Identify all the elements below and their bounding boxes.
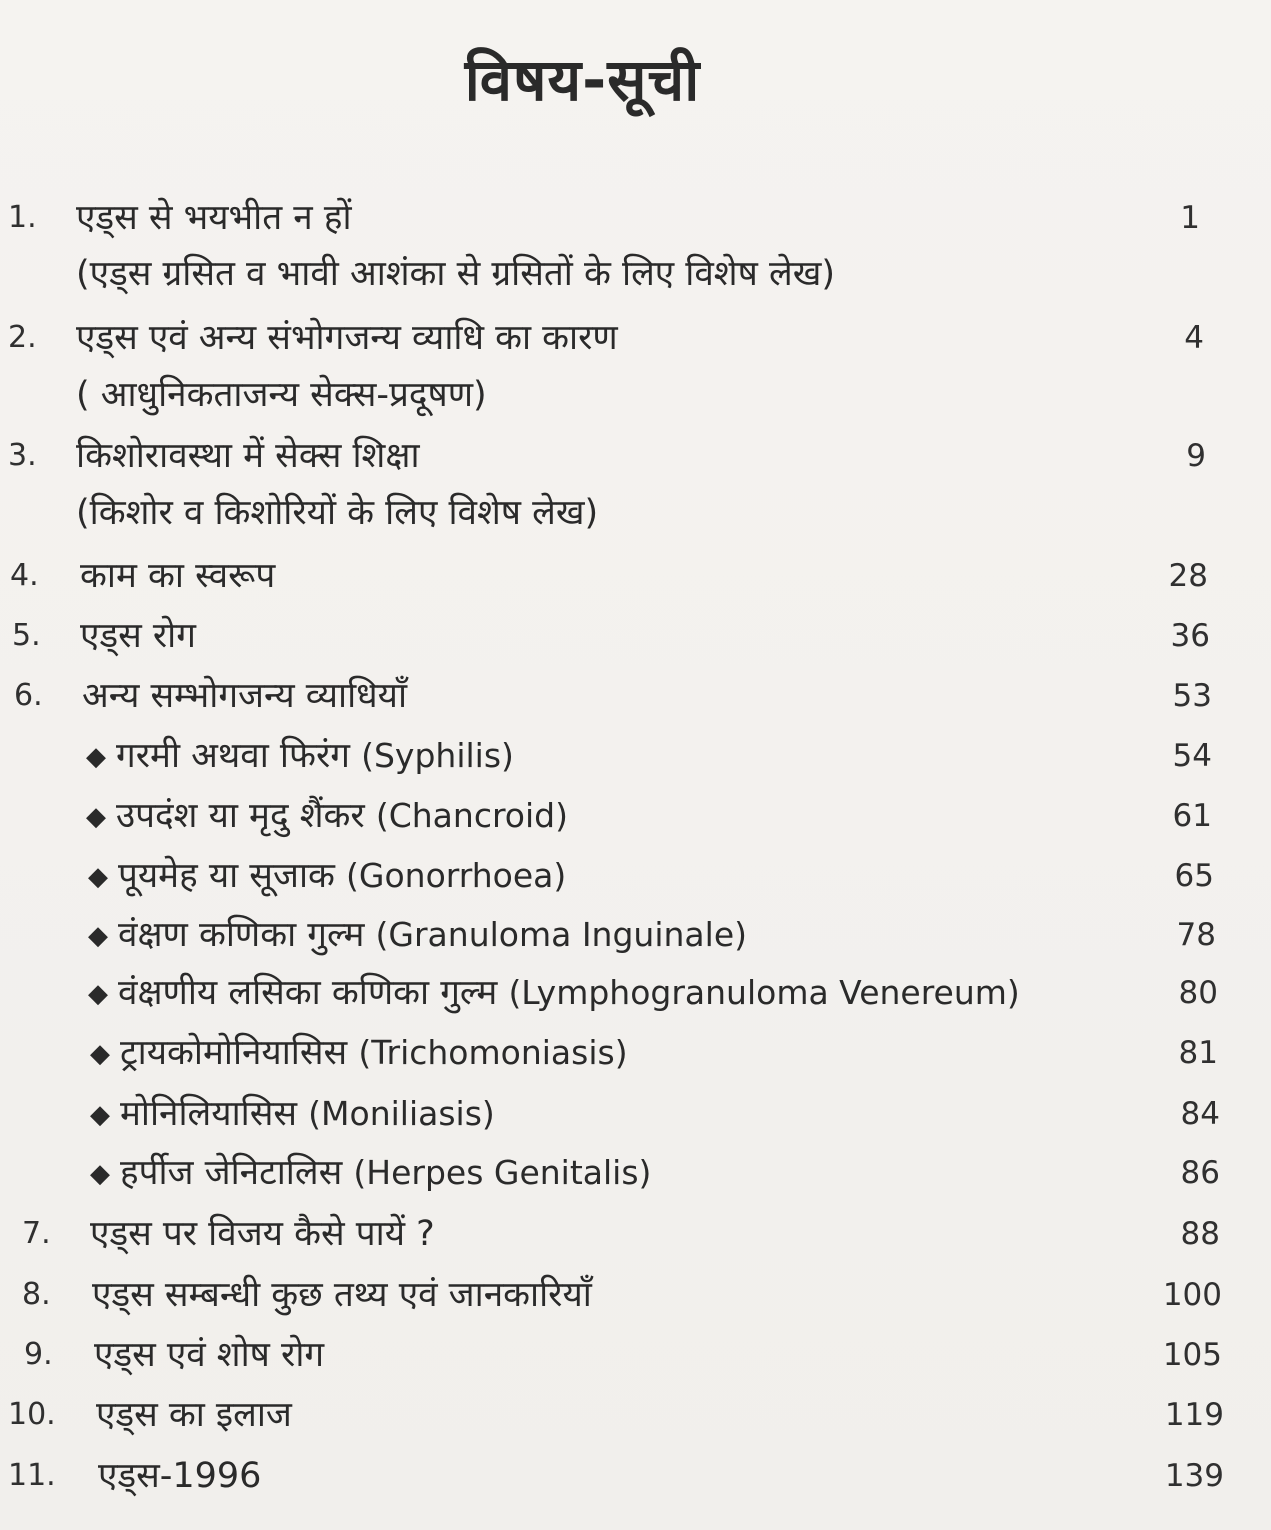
entry-title: एड्स से भयभीत न हों bbox=[76, 198, 352, 238]
subentry-english: (Granuloma Inguinale) bbox=[375, 915, 747, 954]
entry-title: एड्स सम्बन्धी कुछ तथ्य एवं जानकारियाँ bbox=[92, 1275, 592, 1315]
toc-subentry-granuloma-inguinale[interactable] bbox=[0, 907, 1271, 963]
entry-page: 100 bbox=[1162, 1277, 1222, 1313]
entry-title: एड्स पर विजय कैसे पायें ? bbox=[90, 1214, 435, 1254]
subentry-english: (Moniliasis) bbox=[308, 1094, 495, 1133]
entry-page: 86 bbox=[1180, 1155, 1220, 1191]
subentry-english: (Chancroid) bbox=[375, 796, 568, 835]
toc-entry-5[interactable] bbox=[0, 608, 1271, 664]
toc-subentry-lymphogranuloma-venereum[interactable] bbox=[0, 965, 1271, 1021]
entry-page: 36 bbox=[1170, 618, 1210, 654]
entry-page: 65 bbox=[1174, 858, 1214, 894]
entry-page: 54 bbox=[1172, 738, 1212, 774]
entry-page: 28 bbox=[1168, 558, 1208, 594]
diamond-bullet-icon: ◆ bbox=[86, 802, 106, 832]
entry-number: 11. bbox=[8, 1458, 56, 1493]
subentry-english: (Syphilis) bbox=[361, 736, 514, 775]
subentry-english: (Lymphogranuloma Venereum) bbox=[508, 973, 1020, 1012]
entry-number: 8. bbox=[22, 1277, 51, 1312]
subentry-english: (Herpes Genitalis) bbox=[353, 1153, 652, 1192]
toc-subentry-herpes-genitalis[interactable] bbox=[0, 1145, 1271, 1201]
entry-title: किशोरावस्था में सेक्स शिक्षा bbox=[76, 436, 420, 476]
entry-page: 4 bbox=[1184, 320, 1204, 356]
toc-subentry-trichomoniasis[interactable] bbox=[0, 1025, 1271, 1081]
entry-page: 88 bbox=[1180, 1216, 1220, 1252]
entry-page: 61 bbox=[1172, 798, 1212, 834]
toc-entry-11[interactable] bbox=[0, 1448, 1271, 1504]
entry-number: 10. bbox=[8, 1397, 56, 1432]
diamond-bullet-icon: ◆ bbox=[90, 1159, 110, 1189]
toc-entry-9[interactable] bbox=[0, 1327, 1271, 1383]
diamond-bullet-icon: ◆ bbox=[88, 979, 108, 1009]
entry-page: 80 bbox=[1178, 975, 1218, 1011]
entry-page: 105 bbox=[1162, 1337, 1222, 1373]
entry-title: काम का स्वरूप bbox=[80, 556, 276, 596]
entry-number: 4. bbox=[10, 558, 39, 593]
entry-title: एड्स एवं अन्य संभोगजन्य व्याधि का कारण bbox=[76, 318, 618, 358]
entry-number: 6. bbox=[14, 678, 43, 713]
entry-page: 9 bbox=[1186, 438, 1206, 474]
toc-entry-4[interactable] bbox=[0, 548, 1271, 604]
toc-subentry-moniliasis[interactable] bbox=[0, 1086, 1271, 1142]
entry-page: 84 bbox=[1180, 1096, 1220, 1132]
entry-number: 7. bbox=[22, 1216, 51, 1251]
entry-title: एड्स-1996 bbox=[98, 1456, 262, 1496]
diamond-bullet-icon: ◆ bbox=[90, 1100, 110, 1130]
subentry-hindi: वंक्षण कणिका गुल्म bbox=[118, 915, 365, 955]
subentry-hindi: ट्रायकोमोनियासिस bbox=[120, 1033, 348, 1073]
entry-title: एड्स का इलाज bbox=[96, 1395, 292, 1435]
entry-page: 78 bbox=[1176, 917, 1216, 953]
entry-subtitle: (किशोर व किशोरियों के लिए विशेष लेख) bbox=[76, 493, 599, 533]
entry-page: 53 bbox=[1172, 678, 1212, 714]
toc-entry-6[interactable] bbox=[0, 668, 1271, 724]
toc-entry-3[interactable] bbox=[0, 428, 1271, 484]
subentry-english: (Gonorrhoea) bbox=[346, 856, 567, 895]
toc-entry-10[interactable] bbox=[0, 1387, 1271, 1443]
diamond-bullet-icon: ◆ bbox=[90, 1039, 110, 1069]
subentry-english: (Trichomoniasis) bbox=[358, 1033, 628, 1072]
toc-entry-2-subtitle bbox=[0, 367, 1271, 423]
subentry-hindi: उपदंश या मृदु शैंकर bbox=[116, 796, 365, 836]
toc-entry-1-subtitle bbox=[0, 246, 1271, 302]
entry-number: 5. bbox=[12, 618, 41, 653]
entry-number: 1. bbox=[8, 200, 37, 235]
toc-subentry-syphilis[interactable] bbox=[0, 728, 1271, 784]
entry-number: 2. bbox=[8, 320, 37, 355]
diamond-bullet-icon: ◆ bbox=[88, 862, 108, 892]
entry-subtitle: ( आधुनिकताजन्य सेक्स-प्रदूषण) bbox=[76, 375, 487, 415]
diamond-bullet-icon: ◆ bbox=[88, 921, 108, 951]
toc-entry-8[interactable] bbox=[0, 1267, 1271, 1323]
subentry-hindi: गरमी अथवा फिरंग bbox=[116, 736, 350, 776]
entry-page: 139 bbox=[1164, 1458, 1224, 1494]
subentry-hindi: मोनिलियासिस bbox=[120, 1094, 298, 1134]
toc-entry-7[interactable] bbox=[0, 1206, 1271, 1262]
entry-page: 119 bbox=[1164, 1397, 1224, 1433]
entry-page: 1 bbox=[1180, 200, 1200, 236]
toc-entry-1[interactable] bbox=[0, 190, 1271, 246]
toc-entry-2[interactable] bbox=[0, 310, 1271, 366]
entry-title: एड्स रोग bbox=[80, 616, 196, 656]
subentry-hindi: हर्पीज जेनिटालिस bbox=[120, 1153, 343, 1193]
entry-number: 3. bbox=[8, 438, 37, 473]
subentry-hindi: पूयमेह या सूजाक bbox=[118, 856, 335, 896]
toc-entry-3-subtitle bbox=[0, 485, 1271, 541]
toc-subentry-chancroid[interactable] bbox=[0, 788, 1271, 844]
entry-number: 9. bbox=[24, 1337, 53, 1372]
subentry-hindi: वंक्षणीय लसिका कणिका गुल्म bbox=[118, 973, 498, 1013]
entry-subtitle: (एड्स ग्रसित व भावी आशंका से ग्रसितों के लिए विशेष लेख) bbox=[76, 254, 835, 294]
entry-title: अन्य सम्भोगजन्य व्याधियाँ bbox=[82, 676, 408, 716]
page-title: विषय-सूची bbox=[464, 46, 701, 114]
diamond-bullet-icon: ◆ bbox=[86, 742, 106, 772]
toc-subentry-gonorrhoea[interactable] bbox=[0, 848, 1271, 904]
entry-page: 81 bbox=[1178, 1035, 1218, 1071]
entry-title: एड्स एवं शोष रोग bbox=[94, 1335, 325, 1375]
